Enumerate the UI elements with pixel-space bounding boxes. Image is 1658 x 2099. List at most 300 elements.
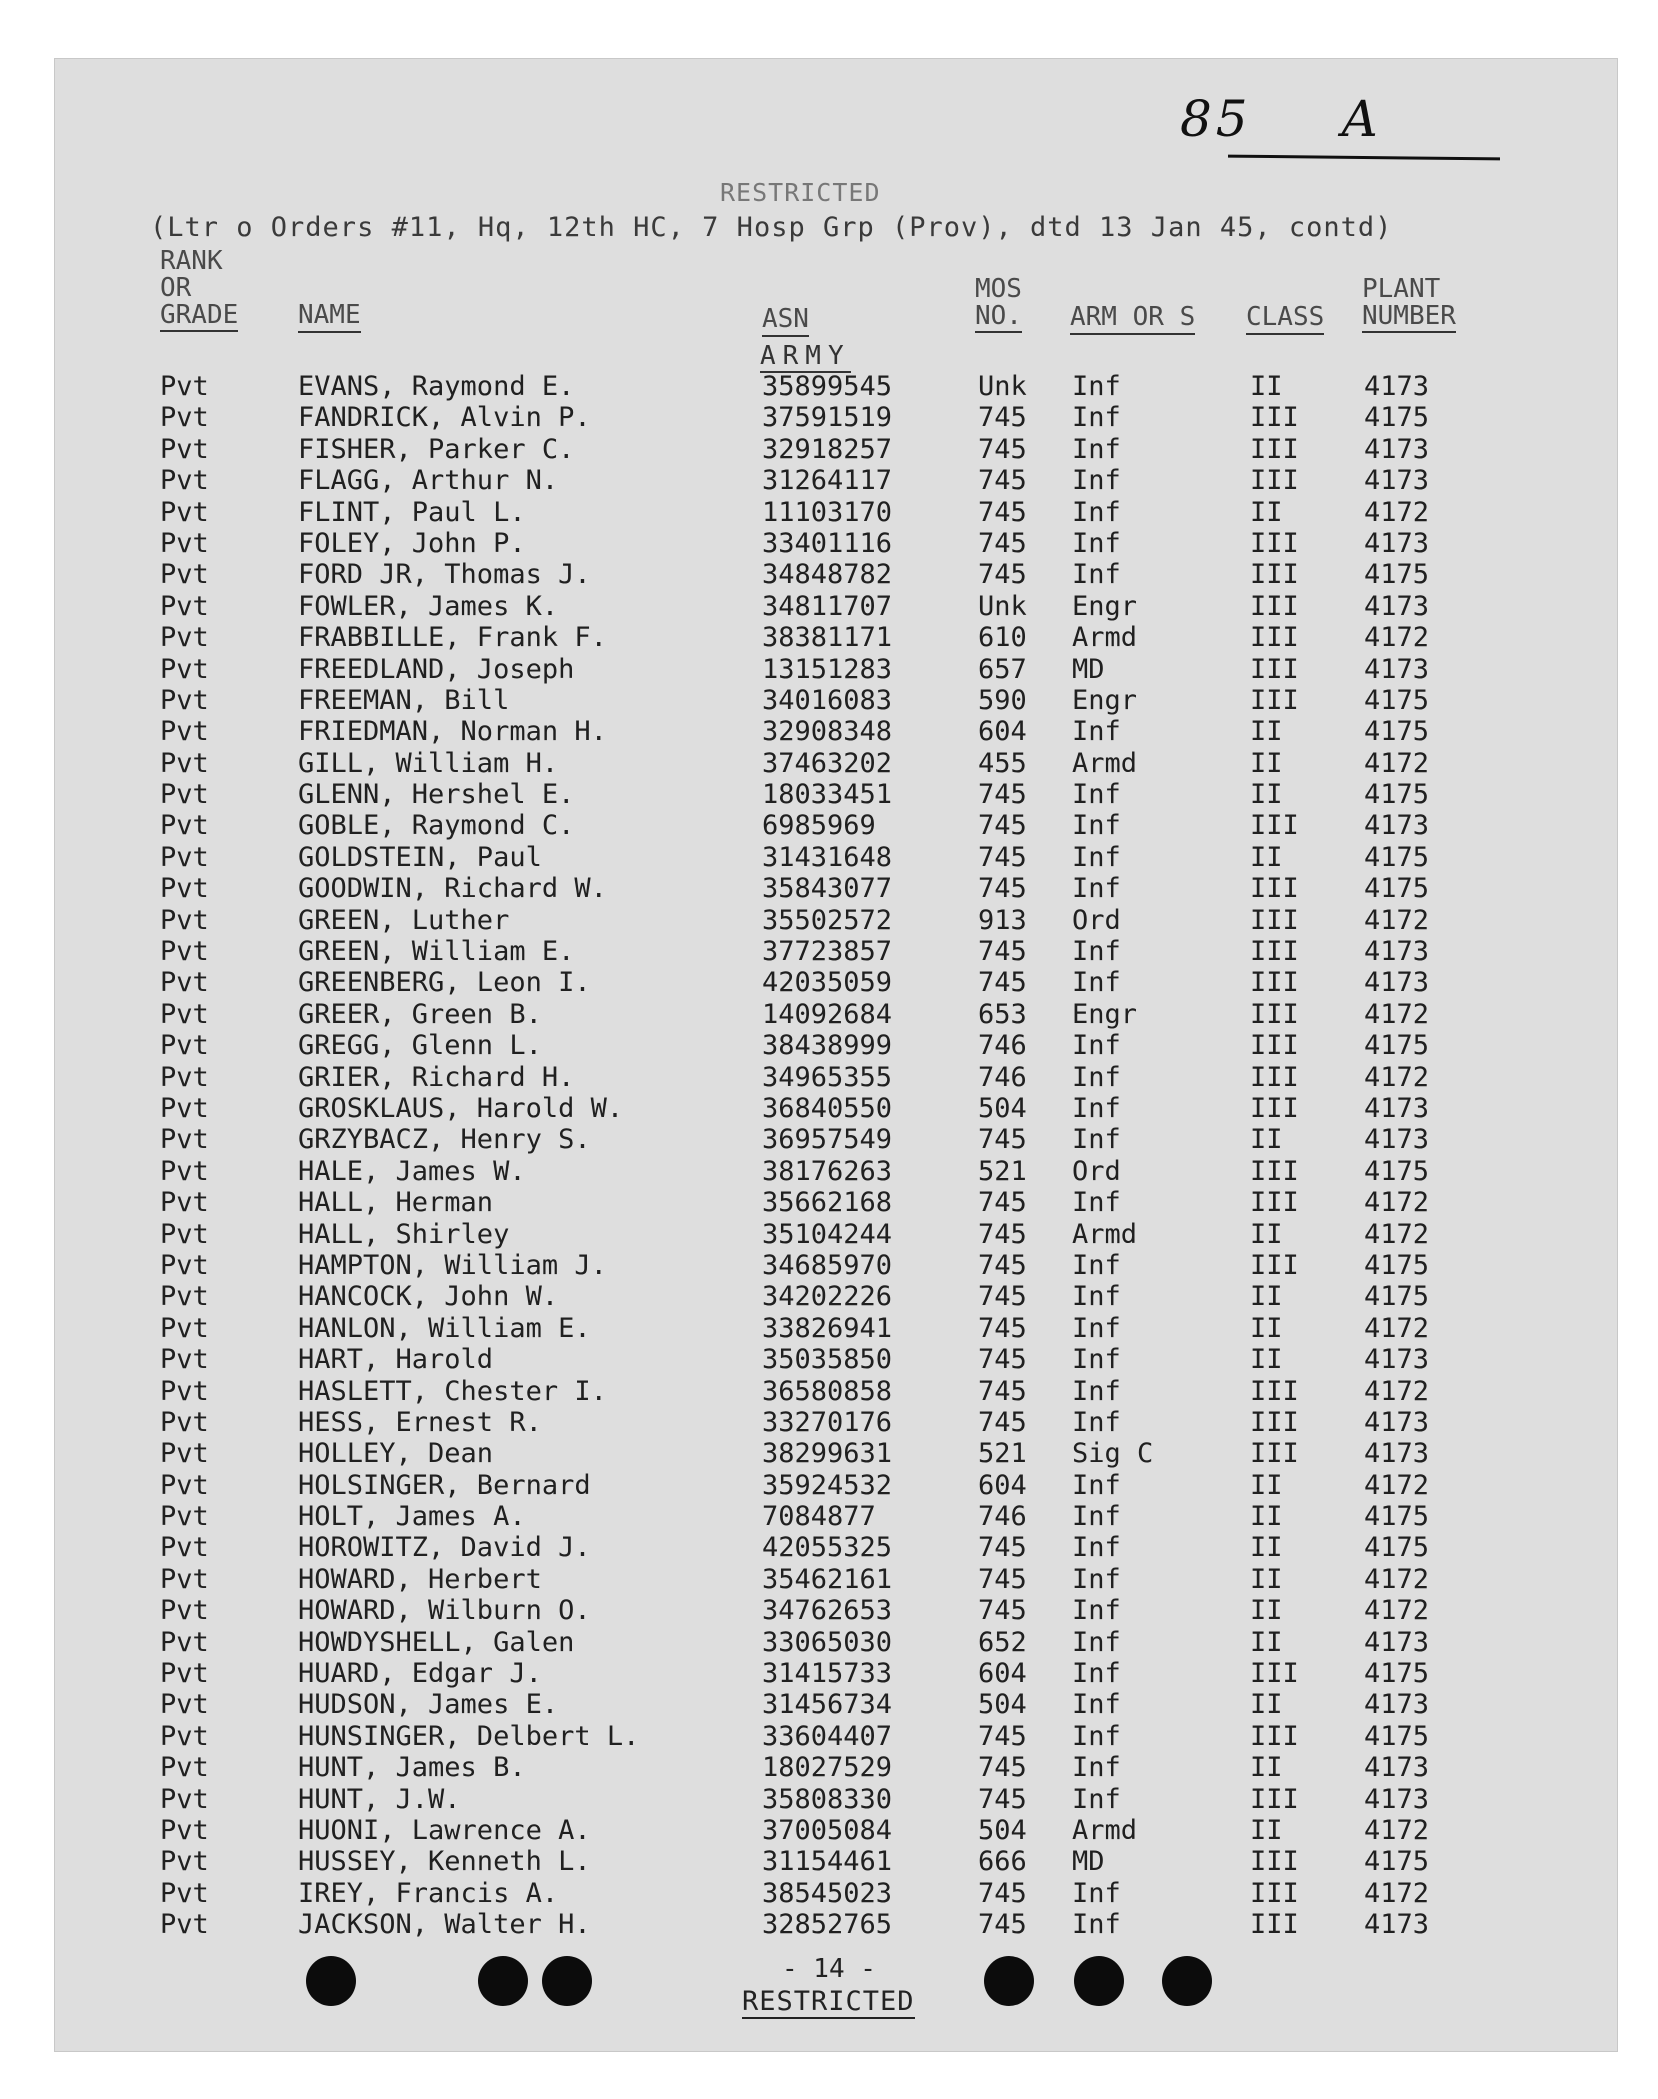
cell-mos: 504 <box>978 1092 1027 1124</box>
cell-mos: 745 <box>978 1218 1027 1250</box>
cell-plant: 4172 <box>1364 1218 1430 1250</box>
table-row <box>0 999 1658 1030</box>
cell-class: II <box>1250 1281 1283 1313</box>
cell-arm: Engr <box>1072 998 1138 1030</box>
cell-mos: 746 <box>978 1030 1027 1062</box>
cell-asn: 38299631 <box>762 1438 893 1470</box>
table-row <box>0 528 1658 559</box>
cell-arm: Inf <box>1072 559 1121 591</box>
cell-class: III <box>1250 1658 1299 1690</box>
cell-mos: 745 <box>978 465 1027 497</box>
cell-plant: 4175 <box>1364 559 1430 591</box>
page-number: - 14 - <box>782 1954 876 1984</box>
cell-class: III <box>1250 402 1299 434</box>
cell-mos: 666 <box>978 1846 1027 1878</box>
header-plant-line1: PLANT <box>1362 274 1441 304</box>
cell-mos: 745 <box>978 841 1027 873</box>
cell-grade: Pvt <box>160 1312 209 1344</box>
cell-name: FANDRICK, Alvin P. <box>298 402 591 434</box>
cell-plant: 4172 <box>1364 1375 1430 1407</box>
cell-class: III <box>1250 465 1299 497</box>
cell-arm: Inf <box>1072 1469 1121 1501</box>
cell-mos: 521 <box>978 1155 1027 1187</box>
cell-grade: Pvt <box>160 496 209 528</box>
cell-class: III <box>1250 1155 1299 1187</box>
cell-asn: 31415733 <box>762 1658 893 1690</box>
cell-class: II <box>1250 1563 1283 1595</box>
cell-asn: 35843077 <box>762 873 893 905</box>
cell-arm: MD <box>1072 653 1105 685</box>
cell-grade: Pvt <box>160 779 209 811</box>
cell-asn: 34965355 <box>762 1061 893 1093</box>
cell-class: III <box>1250 1438 1299 1470</box>
header-mos-line2: NO. <box>975 301 1022 331</box>
cell-arm: Inf <box>1072 1752 1121 1784</box>
cell-grade: Pvt <box>160 716 209 748</box>
cell-plant: 4172 <box>1364 1595 1430 1627</box>
header-asn-label: ASN <box>762 304 809 337</box>
cell-mos: 745 <box>978 402 1027 434</box>
cell-plant: 4173 <box>1364 1909 1430 1941</box>
table-row <box>0 654 1658 685</box>
table-row <box>0 1501 1658 1532</box>
cell-name: FREEMAN, Bill <box>298 684 510 716</box>
cell-class: II <box>1250 1124 1283 1156</box>
cell-grade: Pvt <box>160 1689 209 1721</box>
cell-name: FREEDLAND, Joseph <box>298 653 575 685</box>
table-row <box>0 905 1658 936</box>
table-row <box>0 1093 1658 1124</box>
table-row <box>0 591 1658 622</box>
cell-grade: Pvt <box>160 1438 209 1470</box>
cell-class: III <box>1250 1249 1299 1281</box>
cell-class: II <box>1250 1469 1283 1501</box>
cell-arm: Inf <box>1072 465 1121 497</box>
cell-plant: 4172 <box>1364 998 1430 1030</box>
cell-mos: Unk <box>978 590 1027 622</box>
cell-arm: Inf <box>1072 1124 1121 1156</box>
cell-name: FISHER, Parker C. <box>298 433 575 465</box>
cell-plant: 4173 <box>1364 1626 1430 1658</box>
cell-grade: Pvt <box>160 1061 209 1093</box>
cell-plant: 4172 <box>1364 904 1430 936</box>
cell-class: III <box>1250 1061 1299 1093</box>
cell-plant: 4173 <box>1364 1406 1430 1438</box>
cell-grade: Pvt <box>160 433 209 465</box>
cell-arm: Inf <box>1072 1030 1121 1062</box>
cell-mos: Unk <box>978 371 1027 402</box>
table-row <box>0 748 1658 779</box>
cell-grade: Pvt <box>160 1469 209 1501</box>
cell-asn: 34685970 <box>762 1249 893 1281</box>
cell-plant: 4173 <box>1364 936 1430 968</box>
cell-asn: 38176263 <box>762 1155 893 1187</box>
cell-mos: 653 <box>978 998 1027 1030</box>
cell-asn: 7084877 <box>762 1501 876 1533</box>
cell-arm: Inf <box>1072 1658 1121 1690</box>
cell-class: III <box>1250 1375 1299 1407</box>
cell-class: II <box>1250 1689 1283 1721</box>
cell-grade: Pvt <box>160 1501 209 1533</box>
table-row <box>0 810 1658 841</box>
cell-arm: Inf <box>1072 1406 1121 1438</box>
cell-grade: Pvt <box>160 1720 209 1752</box>
cell-grade: Pvt <box>160 590 209 622</box>
handwritten-note <box>1180 90 1382 148</box>
cell-grade: Pvt <box>160 1218 209 1250</box>
header-army: ARMY <box>760 341 851 371</box>
table-row <box>0 1909 1658 1940</box>
cell-class: III <box>1250 559 1299 591</box>
cell-arm: Inf <box>1072 1249 1121 1281</box>
punch-hole <box>1162 1956 1212 2006</box>
cell-mos: 745 <box>978 1312 1027 1344</box>
cell-class: III <box>1250 1846 1299 1878</box>
cell-class: II <box>1250 1814 1283 1846</box>
cell-plant: 4173 <box>1364 465 1430 497</box>
cell-class: II <box>1250 371 1283 402</box>
cell-mos: 745 <box>978 779 1027 811</box>
cell-grade: Pvt <box>160 684 209 716</box>
cell-asn: 35899545 <box>762 371 893 402</box>
cell-mos: 745 <box>978 1406 1027 1438</box>
cell-class: III <box>1250 1092 1299 1124</box>
cell-name: HUNT, James B. <box>298 1752 526 1784</box>
cell-plant: 4173 <box>1364 433 1430 465</box>
restricted-top-label: RESTRICTED <box>720 178 881 207</box>
table-row <box>0 1470 1658 1501</box>
cell-asn: 11103170 <box>762 496 893 528</box>
cell-class: III <box>1250 1877 1299 1909</box>
cell-arm: Inf <box>1072 527 1121 559</box>
cell-mos: 590 <box>978 684 1027 716</box>
cell-plant: 4173 <box>1364 371 1430 402</box>
cell-asn: 18027529 <box>762 1752 893 1784</box>
cell-class: II <box>1250 496 1283 528</box>
header-name <box>298 302 361 329</box>
cell-class: II <box>1250 1501 1283 1533</box>
cell-mos: 455 <box>978 747 1027 779</box>
header-name-label: NAME <box>298 300 361 333</box>
table-row <box>0 967 1658 998</box>
cell-arm: Inf <box>1072 1092 1121 1124</box>
punch-hole <box>984 1956 1034 2006</box>
cell-mos: 745 <box>978 810 1027 842</box>
cell-mos: 745 <box>978 1375 1027 1407</box>
table-row <box>0 1030 1658 1061</box>
cell-arm: Inf <box>1072 1689 1121 1721</box>
cell-grade: Pvt <box>160 1187 209 1219</box>
cell-class: III <box>1250 684 1299 716</box>
cell-asn: 14092684 <box>762 998 893 1030</box>
orders-header-line: (Ltr o Orders #11, Hq, 12th HC, 7 Hosp Grp (Prov), dtd 13 Jan 45, contd) <box>150 212 1393 243</box>
cell-name: FOLEY, John P. <box>298 527 526 559</box>
cell-grade: Pvt <box>160 1846 209 1878</box>
cell-arm: Inf <box>1072 1344 1121 1376</box>
cell-asn: 35035850 <box>762 1344 893 1376</box>
cell-mos: 745 <box>978 1344 1027 1376</box>
cell-name: HART, Harold <box>298 1344 494 1376</box>
table-row <box>0 685 1658 716</box>
cell-arm: Inf <box>1072 1595 1121 1627</box>
cell-asn: 42055325 <box>762 1532 893 1564</box>
cell-grade: Pvt <box>160 1249 209 1281</box>
table-row <box>0 1219 1658 1250</box>
cell-plant: 4175 <box>1364 684 1430 716</box>
cell-name: HOWARD, Wilburn O. <box>298 1595 591 1627</box>
cell-class: III <box>1250 433 1299 465</box>
cell-asn: 31431648 <box>762 841 893 873</box>
cell-name: JACKSON, Walter H. <box>298 1909 591 1941</box>
header-plant-line2: NUMBER <box>1362 301 1456 331</box>
cell-arm: Inf <box>1072 779 1121 811</box>
cell-name: GOBLE, Raymond C. <box>298 810 575 842</box>
cell-grade: Pvt <box>160 841 209 873</box>
table-row <box>0 1846 1658 1877</box>
punch-hole <box>478 1956 528 2006</box>
cell-plant: 4173 <box>1364 1438 1430 1470</box>
cell-asn: 37005084 <box>762 1814 893 1846</box>
cell-plant: 4173 <box>1364 1344 1430 1376</box>
cell-plant: 4175 <box>1364 1155 1430 1187</box>
cell-arm: Inf <box>1072 1281 1121 1313</box>
header-asn <box>762 306 809 333</box>
cell-asn: 32908348 <box>762 716 893 748</box>
cell-asn: 18033451 <box>762 779 893 811</box>
cell-name: FLINT, Paul L. <box>298 496 526 528</box>
punch-hole <box>306 1956 356 2006</box>
cell-asn: 35808330 <box>762 1783 893 1815</box>
header-class-label: CLASS <box>1246 302 1324 335</box>
cell-asn: 36957549 <box>762 1124 893 1156</box>
header-grade-line2: OR <box>160 273 192 303</box>
cell-arm: Inf <box>1072 1061 1121 1093</box>
table-row <box>0 1344 1658 1375</box>
cell-name: HASLETT, Chester I. <box>298 1375 607 1407</box>
cell-asn: 34202226 <box>762 1281 893 1313</box>
table-row <box>0 1407 1658 1438</box>
cell-plant: 4173 <box>1364 967 1430 999</box>
table-row <box>0 1313 1658 1344</box>
cell-plant: 4173 <box>1364 653 1430 685</box>
cell-grade: Pvt <box>160 1092 209 1124</box>
cell-mos: 745 <box>978 936 1027 968</box>
cell-class: II <box>1250 1312 1283 1344</box>
cell-asn: 35104244 <box>762 1218 893 1250</box>
cell-name: HOWDYSHELL, Galen <box>298 1626 575 1658</box>
table-row <box>0 716 1658 747</box>
cell-class: II <box>1250 1626 1283 1658</box>
cell-name: GREGG, Glenn L. <box>298 1030 542 1062</box>
cell-arm: Inf <box>1072 1783 1121 1815</box>
table-row <box>0 1124 1658 1155</box>
cell-name: GREENBERG, Leon I. <box>298 967 591 999</box>
handwritten-number: 85 <box>1180 90 1252 148</box>
cell-name: HOLSINGER, Bernard <box>298 1469 591 1501</box>
cell-arm: Armd <box>1072 1218 1138 1250</box>
cell-plant: 4173 <box>1364 590 1430 622</box>
header-grade-line3: GRADE <box>160 300 239 330</box>
roster-table <box>0 371 1658 1941</box>
cell-name: HANCOCK, John W. <box>298 1281 559 1313</box>
cell-mos: 745 <box>978 1187 1027 1219</box>
cell-grade: Pvt <box>160 1563 209 1595</box>
table-row <box>0 1878 1658 1909</box>
cell-mos: 745 <box>978 1124 1027 1156</box>
cell-grade: Pvt <box>160 1124 209 1156</box>
cell-asn: 34016083 <box>762 684 893 716</box>
cell-grade: Pvt <box>160 1814 209 1846</box>
cell-asn: 34762653 <box>762 1595 893 1627</box>
cell-grade: Pvt <box>160 1877 209 1909</box>
cell-grade: Pvt <box>160 904 209 936</box>
cell-name: HUNT, J.W. <box>298 1783 461 1815</box>
cell-class: II <box>1250 716 1283 748</box>
table-row <box>0 779 1658 810</box>
cell-name: HAMPTON, William J. <box>298 1249 607 1281</box>
cell-mos: 745 <box>978 1532 1027 1564</box>
cell-asn: 33401116 <box>762 527 893 559</box>
cell-plant: 4175 <box>1364 1030 1430 1062</box>
cell-name: HOROWITZ, David J. <box>298 1532 591 1564</box>
cell-class: III <box>1250 810 1299 842</box>
cell-plant: 4172 <box>1364 1312 1430 1344</box>
cell-name: IREY, Francis A. <box>298 1877 559 1909</box>
cell-grade: Pvt <box>160 559 209 591</box>
cell-name: GOODWIN, Richard W. <box>298 873 607 905</box>
cell-name: HUONI, Lawrence A. <box>298 1814 591 1846</box>
table-row <box>0 1595 1658 1626</box>
cell-mos: 745 <box>978 1563 1027 1595</box>
table-row <box>0 1721 1658 1752</box>
cell-mos: 745 <box>978 1281 1027 1313</box>
cell-class: III <box>1250 1187 1299 1219</box>
cell-class: III <box>1250 1909 1299 1941</box>
cell-plant: 4175 <box>1364 1249 1430 1281</box>
cell-plant: 4172 <box>1364 747 1430 779</box>
cell-name: GREER, Green B. <box>298 998 542 1030</box>
cell-name: GREEN, William E. <box>298 936 575 968</box>
cell-grade: Pvt <box>160 1030 209 1062</box>
cell-name: HUNSINGER, Delbert L. <box>298 1720 640 1752</box>
cell-class: II <box>1250 1532 1283 1564</box>
cell-arm: Inf <box>1072 1877 1121 1909</box>
cell-arm: Inf <box>1072 936 1121 968</box>
cell-name: FOWLER, James K. <box>298 590 559 622</box>
cell-grade: Pvt <box>160 1626 209 1658</box>
cell-arm: Inf <box>1072 371 1121 402</box>
table-row <box>0 622 1658 653</box>
cell-name: HANLON, William E. <box>298 1312 591 1344</box>
cell-name: GILL, William H. <box>298 747 559 779</box>
table-row <box>0 497 1658 528</box>
cell-name: HOLLEY, Dean <box>298 1438 494 1470</box>
cell-arm: Inf <box>1072 1501 1121 1533</box>
cell-arm: Ord <box>1072 904 1121 936</box>
cell-arm: Armd <box>1072 622 1138 654</box>
cell-plant: 4173 <box>1364 1124 1430 1156</box>
handwritten-letter: A <box>1341 90 1382 148</box>
cell-class: II <box>1250 1752 1283 1784</box>
cell-plant: 4175 <box>1364 1846 1430 1878</box>
cell-arm: Inf <box>1072 1909 1121 1941</box>
cell-plant: 4172 <box>1364 1187 1430 1219</box>
punch-hole <box>1074 1956 1124 2006</box>
cell-arm: Inf <box>1072 1187 1121 1219</box>
cell-asn: 36840550 <box>762 1092 893 1124</box>
cell-name: FRABBILLE, Frank F. <box>298 622 607 654</box>
table-row <box>0 1281 1658 1312</box>
cell-name: HOWARD, Herbert <box>298 1563 542 1595</box>
cell-asn: 31456734 <box>762 1689 893 1721</box>
cell-asn: 35924532 <box>762 1469 893 1501</box>
cell-grade: Pvt <box>160 747 209 779</box>
cell-plant: 4173 <box>1364 1752 1430 1784</box>
cell-grade: Pvt <box>160 1344 209 1376</box>
header-class <box>1246 304 1324 331</box>
table-row <box>0 1062 1658 1093</box>
cell-arm: Armd <box>1072 1814 1138 1846</box>
cell-grade: Pvt <box>160 1281 209 1313</box>
cell-grade: Pvt <box>160 1909 209 1941</box>
cell-arm: Inf <box>1072 1375 1121 1407</box>
table-row <box>0 1784 1658 1815</box>
cell-mos: 745 <box>978 527 1027 559</box>
cell-plant: 4173 <box>1364 527 1430 559</box>
cell-plant: 4172 <box>1364 1814 1430 1846</box>
cell-asn: 32918257 <box>762 433 893 465</box>
cell-arm: Inf <box>1072 841 1121 873</box>
cell-asn: 34811707 <box>762 590 893 622</box>
cell-plant: 4175 <box>1364 841 1430 873</box>
table-row <box>0 842 1658 873</box>
cell-arm: Inf <box>1072 1532 1121 1564</box>
table-row <box>0 1438 1658 1469</box>
cell-name: FRIEDMAN, Norman H. <box>298 716 607 748</box>
cell-name: HUSSEY, Kenneth L. <box>298 1846 591 1878</box>
cell-asn: 13151283 <box>762 653 893 685</box>
cell-arm: Inf <box>1072 967 1121 999</box>
cell-asn: 35502572 <box>762 904 893 936</box>
cell-class: III <box>1250 1406 1299 1438</box>
cell-plant: 4173 <box>1364 1783 1430 1815</box>
cell-grade: Pvt <box>160 1406 209 1438</box>
cell-asn: 38545023 <box>762 1877 893 1909</box>
cell-plant: 4173 <box>1364 1689 1430 1721</box>
cell-grade: Pvt <box>160 1375 209 1407</box>
cell-arm: Inf <box>1072 1563 1121 1595</box>
cell-name: HALL, Shirley <box>298 1218 510 1250</box>
cell-mos: 604 <box>978 1469 1027 1501</box>
table-row <box>0 1564 1658 1595</box>
table-row <box>0 1376 1658 1407</box>
cell-name: HALL, Herman <box>298 1187 494 1219</box>
cell-name: GREEN, Luther <box>298 904 510 936</box>
cell-plant: 4175 <box>1364 1501 1430 1533</box>
cell-name: HUDSON, James E. <box>298 1689 559 1721</box>
punch-hole <box>542 1956 592 2006</box>
cell-asn: 37723857 <box>762 936 893 968</box>
cell-class: III <box>1250 653 1299 685</box>
cell-grade: Pvt <box>160 998 209 1030</box>
table-row <box>0 1250 1658 1281</box>
cell-mos: 604 <box>978 1658 1027 1690</box>
cell-class: III <box>1250 1030 1299 1062</box>
cell-mos: 746 <box>978 1061 1027 1093</box>
cell-mos: 504 <box>978 1814 1027 1846</box>
table-row <box>0 371 1658 402</box>
cell-mos: 745 <box>978 873 1027 905</box>
